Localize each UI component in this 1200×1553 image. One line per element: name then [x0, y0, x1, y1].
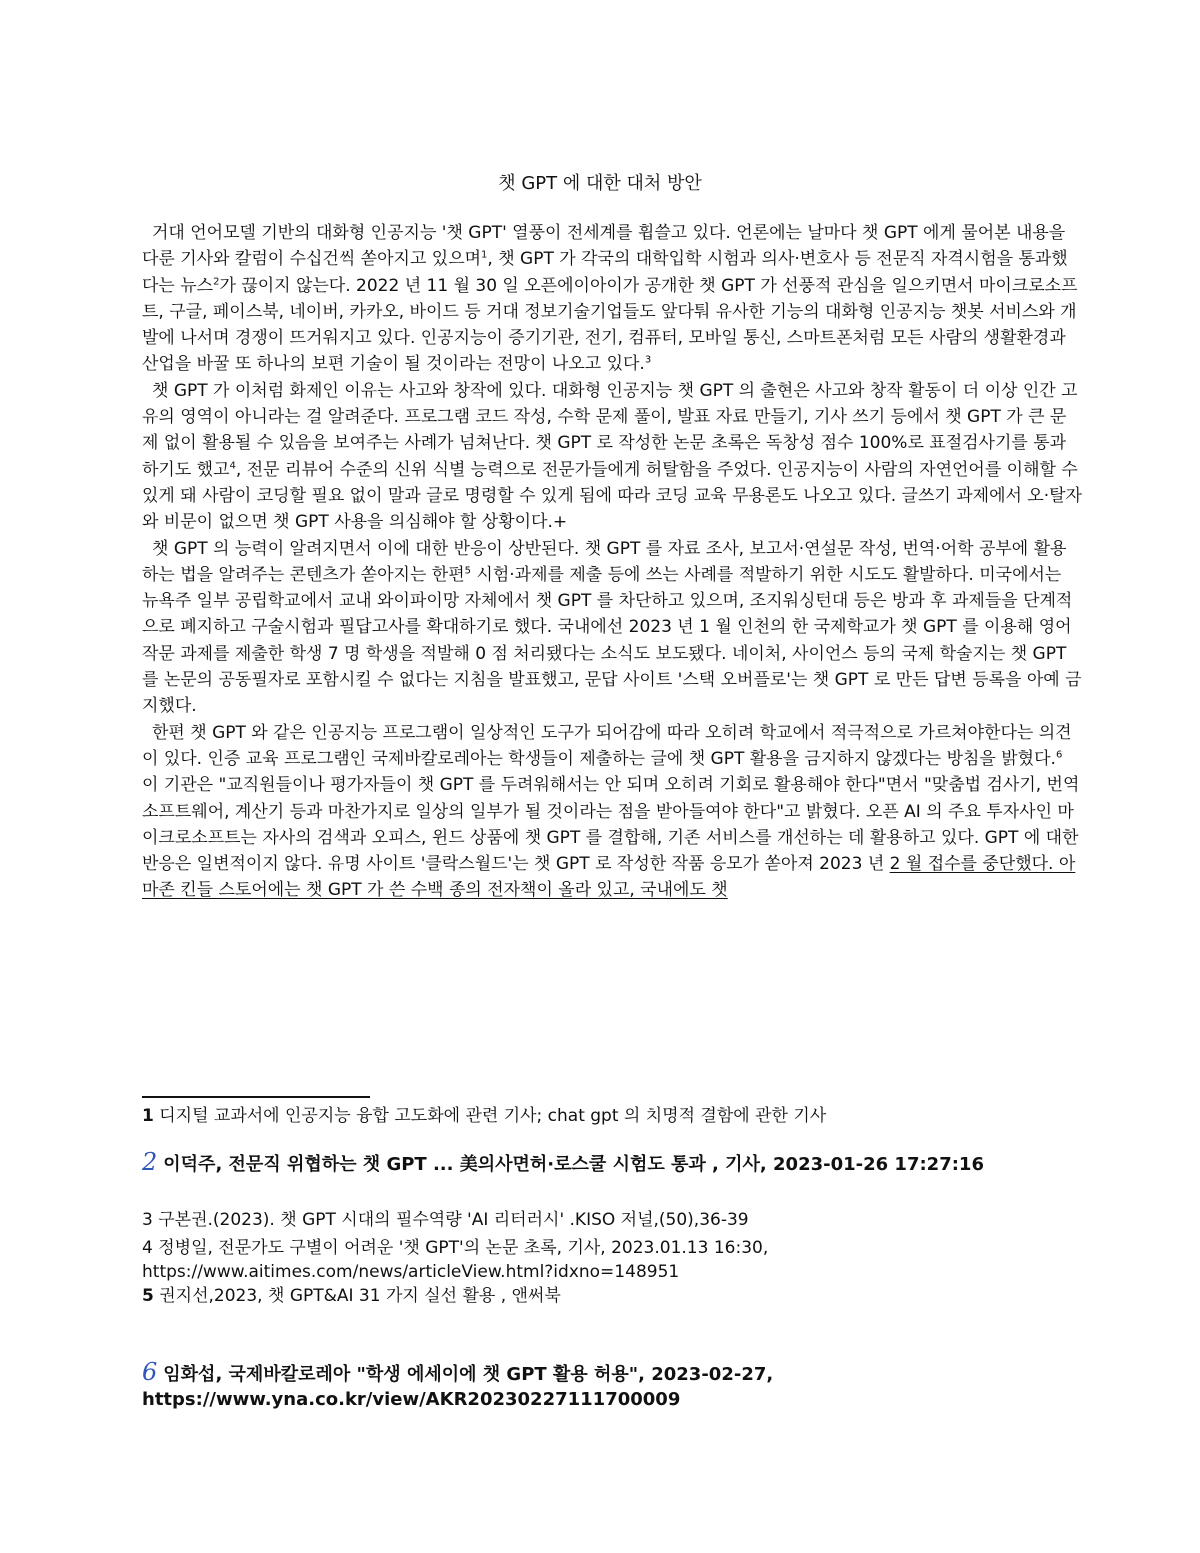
footnote-ref[interactable]: 6 — [1055, 749, 1063, 761]
footnote-number: 1 — [142, 1106, 154, 1126]
footnote-6 — [142, 1360, 1082, 1412]
footnote-ref[interactable]: 3 — [644, 354, 652, 366]
footnote-url[interactable]: https://www.aitimes.com/news/articleView.html?idxno=148951 — [142, 1262, 680, 1282]
paragraph-3 — [142, 536, 1082, 720]
paragraph-text: 이 기관은 "교직원들이나 평가자들이 챗 GPT 를 두려워해서는 안 되며 오히려 기회로 활용해야 한다"면서 "맞춤법 검사기, 번역 소프트웨어, 계산기 등과 마찬가지로 일상의 일부가 될 것이라는 점을 받아들여야 한다"고 밝혔다. 오픈 AI 의 주요 투자사인 마이크로소프트는 자사의 검색과 오피스, 윈드 상품에 챗 GPT 를 결합해, 기존 서비스를 개선하는 데 활용하고 있다. GPT 에 대한 반응은 일변적이지 않다. 유명 사이트 '클락스월드'는 챗 GPT 로 작성한 작품 응모가 쏟아져 2023 년 — [142, 775, 1080, 875]
paragraph-text: 시험·과제를 제출 등에 쓰는 사례를 적발하기 위한 시도도 활발하다. 미국에서는 뉴욕주 일부 공립학교에서 교내 와이파이망 자체에서 챗 GPT 를 차단하고 있으며, 조지워싱턴대 등은 방과 후 과제들을 단계적으로 폐지하고 구술시험과 필답고사를 확대하기로 했다. 국내에선 2023 년 1 월 인천의 한 국제학교가 챗 GPT 를 이용해 영어작문 과제를 제출한 학생 7 명 학생을 적발해 0 점 처리됐다는 소식도 보도됐다. 네이처, 사이언스 등의 국제 학술지는 챗 GPT 를 논문의 공동필자로 포함시킬 수 없다는 지침을 발표했고, 문답 사이트 '스택 오버플로'는 챗 GPT 로 만든 답변 등록을 아예 금지했다. — [142, 564, 1082, 717]
footnote-text: 정병일, 전문가도 구별이 어려운 '챗 GPT'의 논문 초록, 기사, 2023.01.13 16:30, — [152, 1238, 769, 1258]
paragraph-4 — [142, 720, 1082, 904]
paragraph-2 — [142, 378, 1082, 536]
footnote-2 — [142, 1150, 1082, 1177]
paragraph-text: , 챗 GPT 가 각국의 대학입학 시험과 의사·변호사 등 전문직 자격시험을 통과했다는 뉴스 — [142, 249, 1068, 296]
footnote-number: 4 — [142, 1238, 153, 1258]
paragraph-text-underlined: 2 월 접수를 중단했다. 아마존 킨들 스토어에는 챗 GPT 가 쓴 수백 종의 전자책이 올라 있고, 국내에도 챗 — [142, 854, 1076, 901]
footnote-ref[interactable]: 5 — [464, 565, 471, 577]
footnote-number: 6 — [142, 1358, 158, 1386]
paragraph-text: 챗 GPT 의 능력이 알려지면서 이에 대한 반응이 상반된다. 챗 GPT 를 자료 조사, 보고서·연설문 작성, 번역·어학 공부에 활용하는 법을 알려주는 콘텐츠가 쏟아지는 한편 — [142, 538, 1067, 585]
paragraph-text: 한편 챗 GPT 와 같은 인공지능 프로그램이 일상적인 도구가 되어감에 따라 오히려 학교에서 적극적으로 가르쳐야한다는 의견이 있다. 인증 교육 프로그램인 국제바칼로레아는 학생들이 제출하는 글에 챗 GPT 활용을 금지하지 않겠다는 방침을 밝혔다. — [142, 722, 1072, 769]
footnote-1 — [142, 1104, 1082, 1128]
paragraph-text: 챗 GPT 가 이처럼 화제인 이유는 사고와 창작에 있다. 대화형 인공지능 챗 GPT 의 출현은 사고와 창작 활동이 더 이상 인간 고유의 영역이 아니라는 걸 알려준다. 프로그램 코드 작성, 수학 문제 풀이, 발표 자료 만들기, 기사 쓰기 등에서 챗 GPT 가 큰 문제 없이 활용될 수 있음을 보여주는 사례가 넘쳐난다. 챗 GPT 로 작성한 논문 초록은 독창성 점수 100%로 표절검사기를 통과하기도 했고 — [142, 380, 1078, 480]
footnote-ref[interactable]: 4 — [229, 460, 236, 472]
footnote-text: 권지선,2023, 챗 GPT&AI 31 가지 실선 활용 , 앤써북 — [153, 1286, 561, 1306]
document-title: 챗 GPT 에 대한 대처 방안 — [498, 173, 702, 194]
paragraph-text: 가 끊이지 않는다. 2022 년 11 월 30 일 오픈에이아이가 공개한 챗 GPT 가 선풍적 관심을 일으키면서 마이크로소프트, 구글, 페이스북, 네이버, 카카오, 바이드 등 거대 정보기술기업들도 앞다퉈 유사한 기능의 대화형 인공지능 챗봇 서비스와 개발에 나서며 경쟁이 뜨거워지고 있다. 인공지능이 증기기관, 전기, 컴퓨터, 모바일 통신, 스마트폰처럼 모든 사람의 생활환경과 산업을 바꿀 또 하나의 보편 기술이 될 것이라는 전망이 나오고 있다. — [142, 275, 1078, 375]
paragraph-1 — [142, 220, 1082, 378]
footnote-url[interactable]: https://www.yna.co.kr/view/AKR20230227111700009 — [142, 1389, 681, 1410]
footnote-ref[interactable]: 1 — [481, 249, 488, 261]
paragraph-text: 거대 언어모델 기반의 대화형 인공지능 '챗 GPT' 열풍이 전세계를 휩쓸고 있다. 언론에는 날마다 챗 GPT 에게 물어본 내용을 다룬 기사와 칼럼이 수십건씩 쏟아지고 있으며 — [142, 223, 1066, 270]
footnote-4 — [142, 1236, 1082, 1284]
footnote-5 — [142, 1284, 1082, 1308]
footnote-text: 디지털 교과서에 인공지능 융합 고도화에 관련 기사; chat gpt 의 치명적 결함에 관한 기사 — [153, 1106, 827, 1126]
footnote-separator — [142, 1096, 370, 1098]
document-body — [142, 220, 1082, 904]
footnote-ref[interactable]: 2 — [213, 275, 220, 287]
footnote-number: 5 — [142, 1286, 154, 1306]
footnote-text: 이덕주, 전문직 위협하는 챗 GPT ... 美의사면허·로스쿨 시험도 통과 , 기사, 2023-01-26 17:27:16 — [163, 1154, 984, 1175]
footnote-text: 구본권.(2023). 챗 GPT 시대의 필수역량 'AI 리터러시' .KISO 저널,(50),36-39 — [152, 1210, 749, 1230]
footnote-number: 2 — [142, 1148, 158, 1176]
footnote-text: 임화섭, 국제바칼로레아 "학생 에세이에 챗 GPT 활용 허용", 2023-02-27, — [163, 1364, 774, 1385]
footnote-number: 3 — [142, 1210, 153, 1230]
footnote-3 — [142, 1208, 1082, 1232]
paragraph-text: , 전문 리뷰어 수준의 신위 식별 능력으로 전문가들에게 허탈함을 주었다. 인공지능이 사람의 자연언어를 이해할 수 있게 돼 사람이 코딩할 필요 없이 말과 글로 명령할 수 있게 됨에 따라 코딩 교육 무용론도 나오고 있다. 글쓰기 과제에서 오·탈자와 비문이 없으면 챗 GPT 사용을 의심해야 할 상황이다.+ — [142, 459, 1082, 533]
